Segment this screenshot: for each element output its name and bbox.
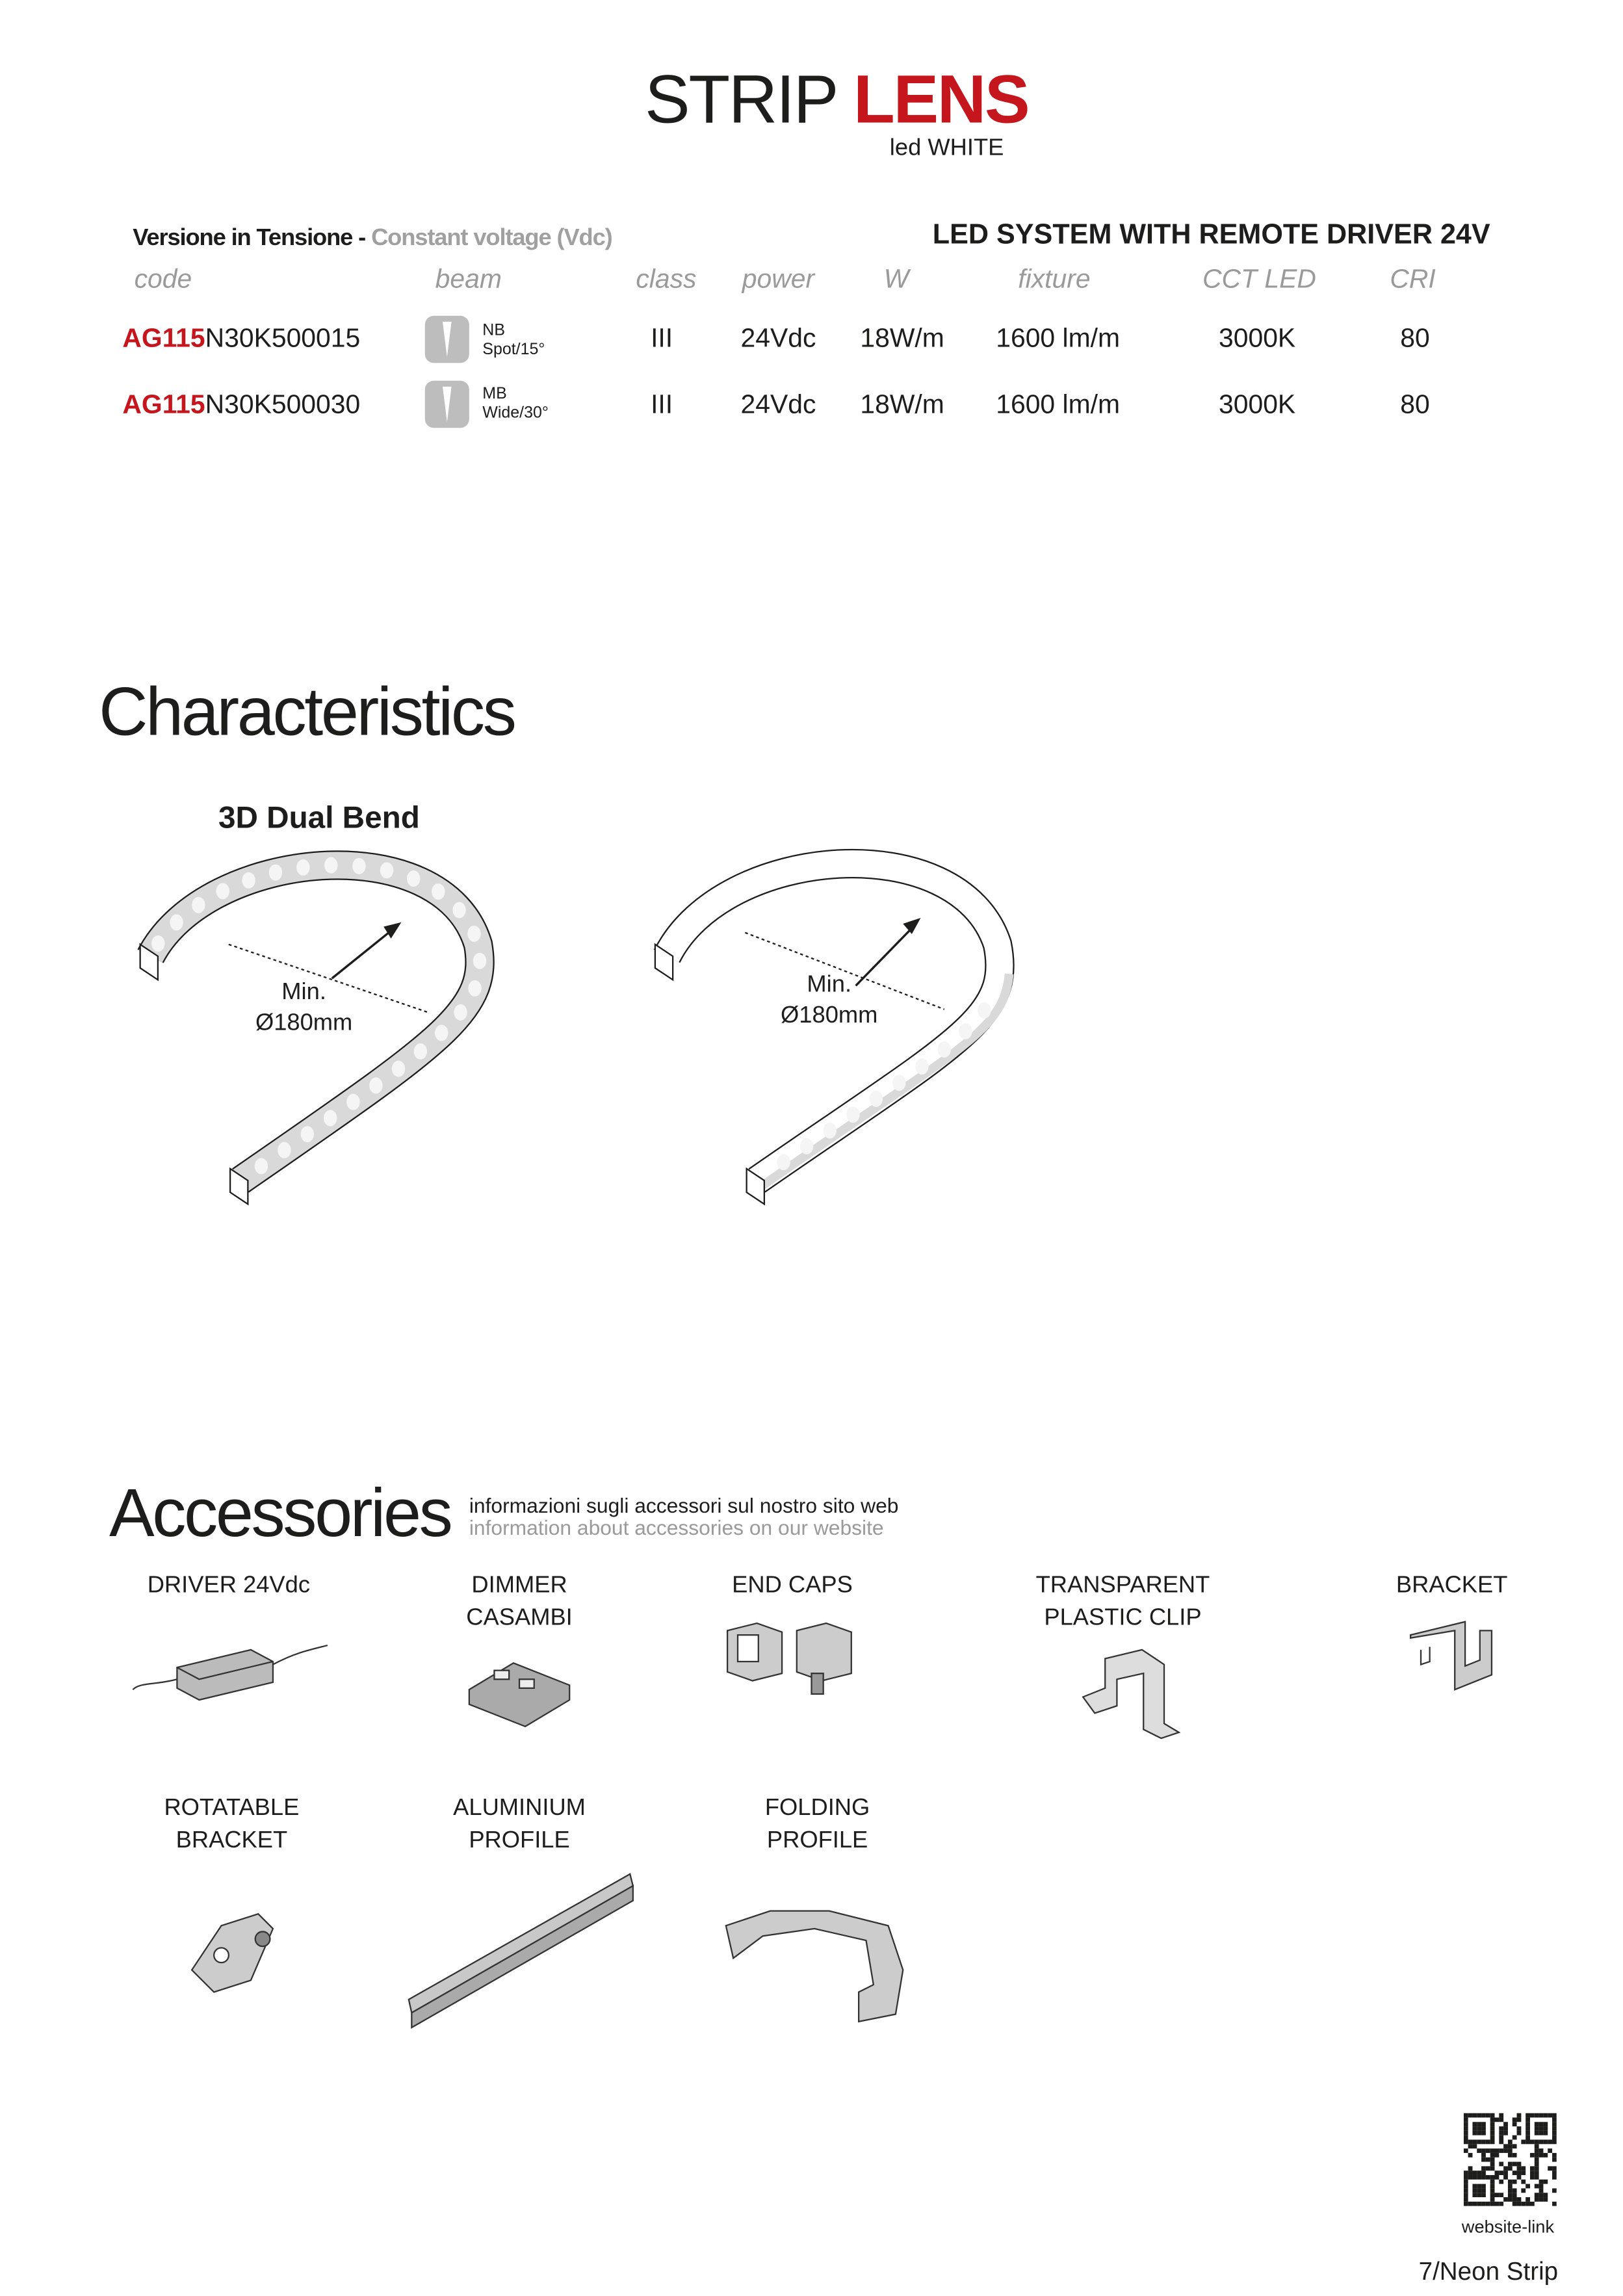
accessory-label: BRACKET	[1396, 1572, 1508, 1598]
cct: 3000K	[1219, 389, 1296, 419]
led-dot	[407, 870, 420, 887]
led-dot	[242, 872, 255, 889]
code-suffix: N30K500030	[205, 389, 361, 419]
title-bold: LENS	[853, 60, 1029, 138]
led-dot	[151, 935, 164, 952]
led-dot	[824, 1122, 837, 1138]
strip-bend-side-icon	[655, 864, 1009, 1205]
dimmer-icon	[469, 1663, 569, 1727]
accessories-heading: Accessories	[109, 1474, 451, 1551]
version-it: Versione in Tensione -	[133, 226, 372, 251]
title-thin: STRIP	[644, 60, 837, 138]
diameter-value: Ø180mm	[781, 1003, 878, 1029]
product-subtitle: led WHITE	[889, 135, 1004, 161]
info-en: information about accessories on our website	[469, 1515, 884, 1539]
end-caps-icon	[727, 1623, 851, 1694]
col-power: power	[742, 264, 815, 294]
power: 24Vdc	[740, 323, 816, 353]
beam-code: NB	[482, 321, 505, 340]
led-dot	[346, 1094, 359, 1110]
bend-radius-label	[781, 969, 877, 1031]
watt: 18W/m	[860, 389, 944, 419]
dual-bend-title: 3D Dual Bend	[218, 801, 420, 835]
accessory-label: ALUMINIUM	[453, 1795, 586, 1821]
col-w: W	[883, 264, 909, 294]
accessory-label: TRANSPARENT	[1035, 1572, 1210, 1598]
watt: 18W/m	[860, 323, 944, 353]
col-beam: beam	[435, 264, 502, 294]
col-code: code	[134, 264, 192, 294]
accessory-label: PROFILE	[469, 1828, 570, 1854]
qr-code-icon[interactable]	[1464, 2113, 1557, 2206]
power: 24Vdc	[740, 389, 816, 419]
code-prefix: AG115	[122, 323, 205, 353]
class: III	[651, 323, 673, 353]
code-suffix: N30K500015	[205, 323, 361, 353]
col-cri: CRI	[1390, 264, 1436, 294]
led-dot	[432, 883, 445, 900]
led-dot	[892, 1075, 905, 1091]
led-dot	[959, 1023, 972, 1039]
info-it: informazioni sugli accessori sul nostro sito web	[469, 1493, 899, 1517]
accessory-label: DRIVER 24Vdc	[147, 1572, 311, 1598]
led-dot	[454, 1004, 467, 1021]
min-label: Min.	[281, 980, 326, 1005]
cri: 80	[1400, 389, 1430, 419]
led-dot	[978, 1002, 991, 1019]
led-dot	[435, 1024, 448, 1041]
led-dot	[324, 1110, 337, 1127]
led-dot	[915, 1058, 928, 1075]
version-en: Constant voltage (Vdc)	[371, 226, 612, 251]
led-dot	[473, 953, 486, 969]
led-dot	[352, 858, 365, 874]
led-dot	[296, 859, 309, 876]
led-dot	[846, 1106, 859, 1123]
beam-code: MB	[482, 385, 507, 403]
clip-icon	[1083, 1650, 1179, 1738]
bend-radius-label	[255, 977, 352, 1039]
col-cct: CCT LED	[1202, 264, 1316, 294]
fixture: 1600 lm/m	[996, 389, 1121, 419]
accessory-bracket	[1396, 1570, 1508, 1602]
led-dot	[369, 1077, 382, 1093]
fixture: 1600 lm/m	[996, 323, 1121, 353]
led-dot	[324, 857, 337, 874]
diameter-value: Ø180mm	[255, 1010, 353, 1036]
led-dot	[301, 1126, 314, 1142]
accessory-label: ROTATABLE	[164, 1795, 300, 1821]
aluminium-profile-icon	[409, 1874, 633, 2028]
led-dot	[870, 1091, 883, 1107]
page-number: 7/Neon Strip	[1418, 2258, 1559, 2286]
col-class: class	[636, 264, 697, 294]
accessory-label: PLASTIC CLIP	[1044, 1605, 1202, 1631]
led-dot	[467, 926, 480, 942]
accessory-end-caps	[732, 1570, 853, 1602]
cct: 3000K	[1219, 323, 1296, 353]
led-dot	[380, 862, 393, 878]
accessory-label: PROFILE	[766, 1828, 868, 1854]
qr-caption[interactable]: website-link	[1461, 2216, 1555, 2237]
led-dot	[278, 1142, 291, 1158]
led-dot	[414, 1043, 427, 1060]
led-dot	[269, 865, 282, 881]
led-dot	[777, 1154, 790, 1170]
led-dot	[255, 1158, 268, 1174]
accessory-label: CASAMBI	[466, 1605, 573, 1631]
class: III	[651, 389, 673, 419]
accessory-label: DIMMER	[471, 1572, 567, 1598]
led-dot	[468, 980, 481, 997]
accessory-label: FOLDING	[764, 1795, 870, 1821]
accessory-driver	[148, 1570, 310, 1602]
led-dot	[192, 897, 205, 913]
led-dot	[170, 914, 183, 930]
accessory-label: END CAPS	[732, 1572, 853, 1598]
characteristics-heading: Characteristics	[99, 673, 515, 750]
accessory-label: BRACKET	[175, 1828, 288, 1854]
cri: 80	[1400, 323, 1430, 353]
driver-icon	[133, 1645, 328, 1700]
led-dot	[937, 1041, 950, 1058]
led-dot	[216, 883, 229, 899]
system-title: LED SYSTEM WITH REMOTE DRIVER 24V	[932, 220, 1490, 251]
beam-desc: Wide/30°	[482, 404, 549, 423]
led-dot	[392, 1061, 405, 1077]
accessory-images	[0, 1608, 1623, 2051]
col-fixture: fixture	[1018, 264, 1091, 294]
rotatable-bracket-icon	[192, 1914, 273, 1992]
code-prefix: AG115	[122, 389, 205, 419]
accessories-info[interactable]	[469, 1495, 899, 1539]
bracket-icon	[1410, 1622, 1492, 1689]
led-dot	[452, 902, 465, 919]
min-label: Min.	[807, 972, 852, 998]
led-dot	[800, 1138, 813, 1155]
beam-desc: Spot/15°	[482, 341, 545, 359]
folding-profile-icon	[726, 1911, 903, 2022]
